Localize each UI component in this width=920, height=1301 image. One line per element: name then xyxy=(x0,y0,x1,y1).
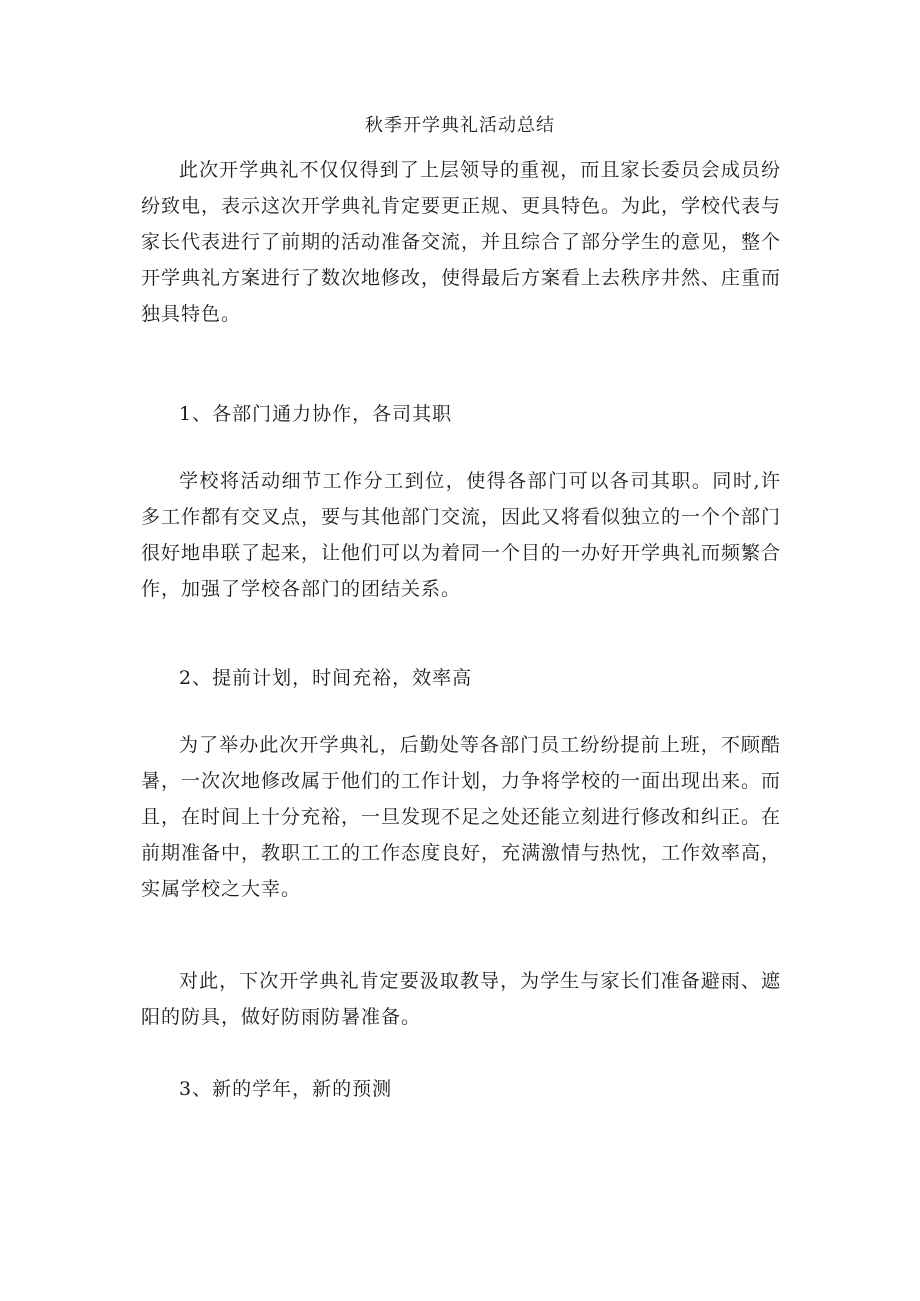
section-1-paragraph-1: 学校将活动细节工作分工到位，使得各部门可以各司其职。同时,许多工作都有交叉点，要与其他部门交流，因此又将看似独立的一个个部门很好地串联了起来，让他们可以为着同一个目的一办好开学典礼而频繁合作，加强了学校各部门的团结关系。 xyxy=(141,470,782,600)
intro-paragraph: 此次开学典礼不仅仅得到了上层领导的重视，而且家长委员会成员纷纷致电，表示这次开学典礼肯定要更正规、更具特色。为此，学校代表与家长代表进行了前期的活动准备交流，并且综合了部分学生的意见，整个开学典礼方案进行了数次地修改，使得最后方案看上去秩序井然、庄重而独具特色。 xyxy=(141,159,782,325)
document-title: 秋季开学典礼活动总结 xyxy=(365,115,555,136)
section-2-paragraph-1: 为了举办此次开学典礼，后勤处等各部门员工纷纷提前上班，不顾酷暑，一次次地修改属于他们的工作计划，力争将学校的一面出现出来。而且，在时间上十分充裕，一旦发现不足之处还能立刻进行修改和纠正。在前期准备中，教职工工的工作态度良好，充满激情与热忱，工作效率高，实属学校之大幸。 xyxy=(141,734,782,900)
section-2-paragraph-2: 对此，下次开学典礼肯定要汲取教导，为学生与家长们准备避雨、遮阳的防具，做好防雨防暑准备。 xyxy=(141,970,781,1028)
section-2-heading: 2、提前计划，时间充裕，效率高 xyxy=(179,667,473,689)
section-3-heading: 3、新的学年，新的预测 xyxy=(179,1078,393,1100)
section-1-heading: 1、各部门通力协作，各司其职 xyxy=(179,403,453,425)
